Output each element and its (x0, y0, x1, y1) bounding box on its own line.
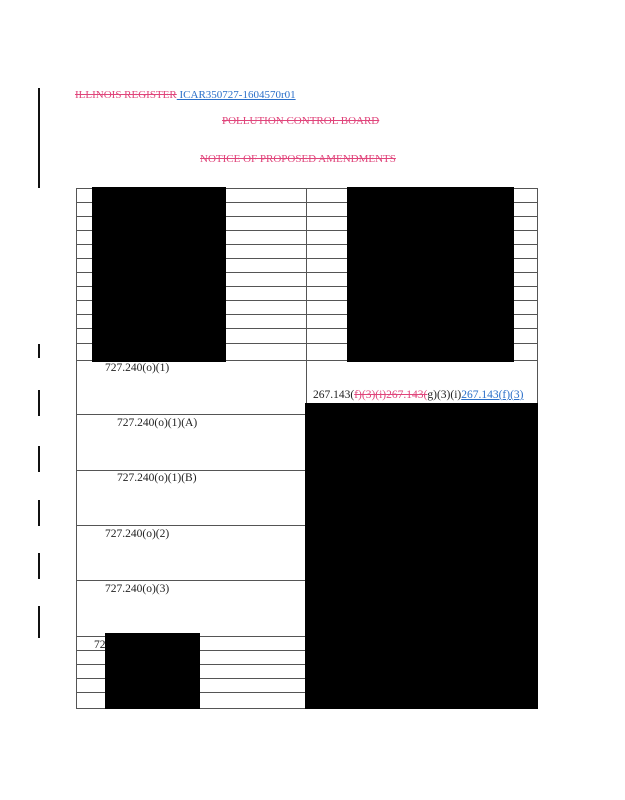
row-line (76, 414, 306, 415)
row-line (76, 470, 306, 471)
redacted-block-4 (105, 633, 200, 709)
right-citation (313, 389, 524, 401)
redacted-block-1 (92, 187, 226, 362)
change-bar (38, 553, 40, 579)
table-row: 727.240(o)(1) (105, 362, 170, 374)
table-row: 72 (94, 639, 106, 651)
change-bar (38, 446, 40, 472)
board-title: POLLUTION CONTROL BOARD (222, 115, 380, 127)
citation-prefix: 267.143( (313, 389, 355, 401)
register-header (75, 89, 296, 101)
change-bar (38, 344, 40, 358)
table-border-left (76, 188, 77, 708)
row-line (76, 525, 306, 526)
register-inserted: ICAR350727-1604570r01 (176, 89, 296, 101)
citation-inserted: 267.143(f)(3) (461, 389, 524, 401)
redacted-block-3 (305, 403, 538, 709)
change-bar (38, 606, 40, 638)
table-row: 727.240(o)(1)(A) (117, 417, 198, 429)
table-row: 727.240(o)(2) (105, 528, 170, 540)
row-line (76, 580, 306, 581)
redacted-block-2 (347, 187, 514, 362)
change-bar (38, 500, 40, 526)
register-deleted: ILLINOIS REGISTER (75, 89, 177, 101)
table-row: 727.240(o)(1)(B) (117, 472, 197, 484)
citation-deleted-1: f)(3)(i) (354, 389, 387, 401)
citation-deleted-2: 267.143( (386, 389, 428, 401)
change-bar (38, 88, 40, 188)
table-row: 727.240(o)(3) (105, 583, 170, 595)
citation-plain: g)(3)(i) (427, 389, 462, 401)
notice-title: NOTICE OF PROPOSED AMENDMENTS (200, 153, 396, 165)
change-bar (38, 390, 40, 416)
